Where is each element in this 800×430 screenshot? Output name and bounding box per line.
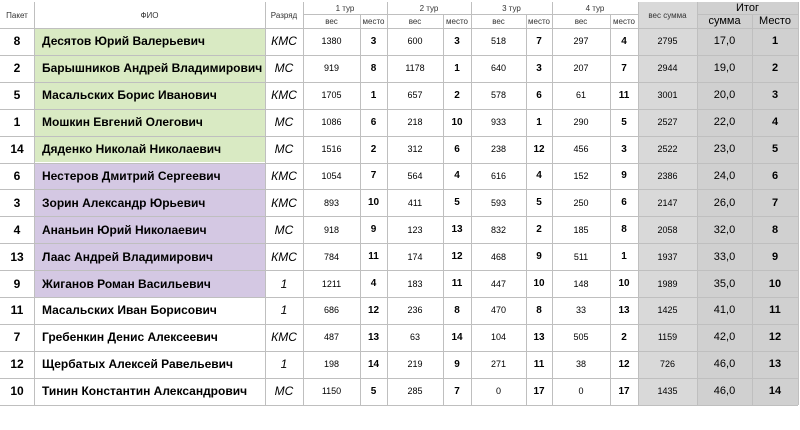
tour3-place-cell: 6 (536, 89, 542, 101)
tour1-place-cell: 10 (367, 197, 380, 209)
tour3-place-cell: 4 (536, 170, 542, 182)
weight-sum-cell: 2058 (657, 224, 678, 235)
tour4-weight-cell: 207 (573, 63, 589, 74)
tour4-weight-cell: 456 (573, 144, 589, 155)
total-sum-cell: 26,0 (713, 196, 736, 209)
fio-cell: Нестеров Дмитрий Сергеевич (42, 168, 221, 183)
total-sum-cell: 42,0 (713, 331, 736, 344)
tour3-place-cell: 13 (533, 331, 545, 343)
tour1-weight-cell: 784 (323, 251, 340, 262)
tour3-weight-cell: 104 (490, 332, 507, 343)
final-place-cell: 2 (771, 62, 779, 75)
fio-cell: Лаас Андрей Владимирович (42, 249, 213, 264)
packet-cell: 8 (13, 34, 21, 49)
header-weight: вес (408, 16, 422, 26)
rank-cell: 1 (280, 357, 288, 372)
rank-cell: 1 (280, 303, 288, 318)
packet-cell: 7 (13, 330, 21, 345)
tour1-place-cell: 5 (370, 385, 377, 397)
tour3-place-cell: 7 (536, 35, 542, 47)
rank-cell: МС (274, 222, 294, 237)
tour3-place-cell: 10 (533, 278, 545, 290)
tour4-weight-cell: 152 (573, 170, 589, 181)
tour1-place-cell: 8 (370, 62, 377, 74)
weight-sum-cell: 726 (659, 359, 676, 370)
tour4-place-cell: 3 (621, 143, 627, 155)
tour2-place-cell: 14 (451, 331, 463, 343)
tour3-place-cell: 3 (536, 62, 542, 74)
tour1-weight-cell: 198 (323, 359, 340, 370)
tour1-weight-cell: 893 (323, 197, 340, 208)
packet-cell: 2 (13, 61, 21, 76)
header-tour-3: 3 тур (502, 3, 521, 13)
header-tour-4: 4 тур (585, 3, 605, 13)
rank-cell: МС (274, 384, 294, 399)
packet-cell: 12 (10, 357, 24, 372)
packet-cell: 10 (10, 384, 24, 399)
header-sum: сумма (708, 15, 741, 27)
packet-cell: 11 (10, 303, 24, 318)
tour4-weight-cell: 185 (573, 224, 589, 235)
header-weight: вес (325, 16, 338, 26)
total-sum-cell: 46,0 (713, 358, 736, 371)
fio-cell: Зорин Александр Юрьевич (42, 195, 206, 210)
weight-sum-cell: 2527 (657, 117, 678, 128)
tour2-place-cell: 5 (454, 197, 460, 209)
tour3-weight-cell: 0 (495, 386, 501, 397)
tour4-place-cell: 1 (621, 251, 627, 263)
rank-cell: МС (274, 115, 294, 130)
final-place-cell: 5 (771, 143, 779, 156)
tour1-place-cell: 3 (370, 35, 377, 47)
tour4-place-cell: 2 (621, 331, 627, 343)
header-weight: вес (492, 16, 505, 26)
weight-sum-cell: 1989 (657, 278, 678, 289)
tour3-weight-cell: 832 (490, 224, 507, 235)
tour2-place-cell: 7 (454, 385, 460, 397)
rank-cell: МС (274, 142, 294, 157)
weight-sum-cell: 2147 (657, 197, 678, 208)
total-sum-cell: 35,0 (713, 277, 736, 290)
packet-cell: 4 (13, 222, 21, 237)
tour3-place-cell: 9 (536, 251, 542, 263)
final-place-cell: 6 (771, 169, 779, 182)
tour3-place-cell: 1 (536, 116, 542, 128)
tour4-place-cell: 13 (618, 304, 630, 316)
tour4-weight-cell: 0 (578, 386, 584, 397)
tour2-weight-cell: 183 (407, 278, 423, 289)
tour1-place-cell: 11 (368, 251, 379, 263)
header-place: место (446, 16, 468, 26)
tour1-weight-cell: 1211 (321, 278, 342, 289)
tour1-weight-cell: 1054 (321, 170, 342, 181)
tour1-weight-cell: 487 (323, 332, 340, 343)
final-place-cell: 1 (771, 35, 779, 48)
tour3-weight-cell: 640 (490, 63, 507, 74)
tour1-place-cell: 14 (367, 358, 380, 370)
rank-cell: 1 (280, 276, 288, 291)
tour2-weight-cell: 218 (407, 117, 423, 128)
tour1-weight-cell: 1516 (321, 144, 342, 155)
rank-cell: КМС (271, 330, 297, 345)
tour2-weight-cell: 285 (407, 386, 423, 397)
fio-cell: Десятов Юрий Валерьевич (42, 34, 206, 49)
tour4-weight-cell: 38 (575, 359, 586, 370)
final-place-cell: 12 (768, 331, 782, 344)
tour4-weight-cell: 61 (575, 90, 586, 101)
header-total: Итог (736, 2, 759, 14)
packet-cell: 1 (13, 115, 21, 130)
tour1-weight-cell: 919 (323, 63, 340, 74)
tour3-weight-cell: 447 (490, 278, 507, 289)
final-place-cell: 9 (771, 250, 779, 263)
tour3-place-cell: 5 (536, 197, 542, 209)
header-weight-sum: вес сумма (648, 10, 687, 20)
packet-cell: 13 (10, 249, 24, 264)
tour4-place-cell: 8 (621, 224, 627, 236)
total-sum-cell: 24,0 (713, 169, 736, 182)
weight-sum-cell: 1435 (657, 386, 678, 397)
rank-cell: МС (274, 61, 294, 76)
tour3-place-cell: 17 (533, 385, 545, 397)
tour3-weight-cell: 578 (490, 90, 507, 101)
fio-cell: Щербатых Алексей Равельевич (42, 357, 233, 372)
tour1-place-cell: 6 (370, 116, 377, 128)
header-tour-2: 2 тур (419, 3, 439, 13)
header-place: место (362, 16, 385, 26)
fio-cell: Мошкин Евгений Олегович (42, 115, 203, 130)
tour2-place-cell: 12 (451, 251, 463, 263)
tour1-place-cell: 9 (370, 224, 377, 236)
tour2-weight-cell: 219 (407, 359, 423, 370)
tour3-weight-cell: 933 (490, 117, 507, 128)
tour1-place-cell: 2 (370, 143, 377, 155)
tour2-place-cell: 1 (454, 62, 460, 74)
tour3-weight-cell: 468 (490, 251, 507, 262)
final-place-cell: 3 (771, 89, 779, 102)
rank-cell: КМС (271, 34, 297, 49)
tour2-weight-cell: 1178 (405, 63, 425, 74)
tour4-weight-cell: 290 (573, 117, 589, 128)
tour2-place-cell: 9 (454, 358, 460, 370)
tour4-place-cell: 9 (621, 170, 627, 182)
fio-cell: Масальских Иван Борисович (42, 303, 217, 318)
total-sum-cell: 46,0 (713, 385, 736, 398)
packet-cell: 6 (13, 168, 21, 183)
tour1-weight-cell: 918 (323, 224, 340, 235)
packet-cell: 5 (13, 88, 21, 103)
fio-cell: Тинин Константин Александрович (42, 384, 248, 399)
tour2-place-cell: 3 (454, 35, 460, 47)
tour3-weight-cell: 616 (490, 170, 507, 181)
total-sum-cell: 23,0 (713, 143, 736, 156)
fio-cell: Гребенкин Денис Алексеевич (42, 330, 218, 345)
tour4-weight-cell: 33 (575, 305, 586, 316)
weight-sum-cell: 2522 (657, 144, 678, 155)
tour3-place-cell: 11 (533, 358, 545, 370)
total-sum-cell: 33,0 (713, 250, 736, 263)
tour2-weight-cell: 312 (407, 144, 423, 155)
tour4-weight-cell: 505 (573, 332, 589, 343)
weight-sum-cell: 1937 (657, 251, 678, 262)
rank-cell: КМС (271, 195, 297, 210)
tour1-place-cell: 4 (370, 278, 377, 290)
header-place: место (528, 16, 550, 26)
fio-cell: Жиганов Роман Васильевич (42, 276, 211, 291)
tour4-place-cell: 12 (618, 358, 630, 370)
tour4-weight-cell: 250 (573, 197, 589, 208)
weight-sum-cell: 1425 (657, 305, 678, 316)
final-place-cell: 8 (771, 223, 779, 236)
tour4-place-cell: 10 (618, 278, 630, 290)
final-place-cell: 4 (771, 116, 779, 129)
packet-cell: 3 (13, 195, 21, 210)
tour2-weight-cell: 657 (407, 90, 423, 101)
tour2-weight-cell: 123 (407, 224, 423, 235)
packet-cell: 14 (10, 142, 24, 157)
tour1-place-cell: 12 (367, 304, 380, 316)
tour3-place-cell: 12 (533, 143, 545, 155)
fio-cell: Барышников Андрей Владимирович (42, 61, 263, 76)
tour2-weight-cell: 63 (409, 332, 420, 343)
tour2-place-cell: 13 (451, 224, 463, 236)
total-sum-cell: 17,0 (713, 35, 736, 48)
tour1-weight-cell: 1705 (321, 90, 342, 101)
header-tour-1: 1 тур (335, 3, 355, 13)
packet-cell: 9 (13, 276, 21, 291)
final-place-cell: 7 (771, 196, 779, 209)
tour1-place-cell: 7 (370, 170, 377, 182)
tour4-place-cell: 4 (621, 35, 627, 47)
tour4-weight-cell: 297 (573, 36, 589, 47)
tour2-place-cell: 10 (451, 116, 463, 128)
tour2-place-cell: 11 (451, 278, 463, 290)
tour4-place-cell: 17 (618, 385, 630, 397)
final-place-cell: 11 (769, 304, 781, 317)
total-sum-cell: 20,0 (713, 89, 736, 102)
tour3-place-cell: 8 (536, 304, 542, 316)
tour1-weight-cell: 686 (323, 305, 340, 316)
weight-sum-cell: 2795 (657, 36, 678, 47)
weight-sum-cell: 2944 (657, 63, 678, 74)
tour4-weight-cell: 148 (573, 278, 589, 289)
tour4-place-cell: 11 (618, 89, 630, 101)
tour1-weight-cell: 1086 (321, 117, 342, 128)
tour3-weight-cell: 470 (490, 305, 507, 316)
tour3-weight-cell: 238 (490, 144, 507, 155)
tour2-place-cell: 4 (454, 170, 460, 182)
fio-cell: Дяденко Николай Николаевич (42, 142, 222, 157)
total-sum-cell: 22,0 (713, 116, 736, 129)
rank-cell: КМС (271, 249, 297, 264)
fio-cell: Ананьин Юрий Николаевич (42, 222, 207, 237)
header-place: место (613, 16, 635, 26)
tour2-weight-cell: 564 (407, 170, 423, 181)
tour2-weight-cell: 236 (407, 305, 423, 316)
header-rank: Разряд (270, 10, 298, 20)
header-packet: Пакет (6, 10, 28, 20)
total-sum-cell: 19,0 (713, 62, 736, 75)
weight-sum-cell: 2386 (657, 170, 678, 181)
tour3-weight-cell: 271 (490, 359, 507, 370)
header-final-place: Место (759, 15, 791, 27)
total-sum-cell: 41,0 (713, 304, 736, 317)
header-fio: ФИО (140, 10, 159, 20)
final-place-cell: 14 (768, 385, 782, 398)
final-place-cell: 13 (768, 358, 782, 371)
weight-sum-cell: 1159 (657, 332, 678, 343)
total-sum-cell: 32,0 (713, 223, 736, 236)
final-place-cell: 10 (768, 277, 782, 290)
tour4-place-cell: 6 (621, 197, 627, 209)
tour2-weight-cell: 411 (407, 197, 423, 208)
header-weight: вес (574, 16, 588, 26)
tour3-weight-cell: 593 (490, 197, 507, 208)
rank-cell: КМС (271, 168, 297, 183)
tour4-weight-cell: 511 (573, 251, 589, 262)
tour3-place-cell: 2 (536, 224, 542, 236)
weight-sum-cell: 3001 (657, 90, 678, 101)
tour2-place-cell: 2 (454, 89, 460, 101)
tour2-place-cell: 6 (454, 143, 460, 155)
rank-cell: КМС (271, 88, 297, 103)
tour2-weight-cell: 600 (407, 36, 423, 47)
tour2-weight-cell: 174 (407, 251, 423, 262)
tour1-place-cell: 1 (370, 89, 377, 101)
tour4-place-cell: 7 (621, 62, 627, 74)
tour4-place-cell: 5 (621, 116, 627, 128)
fio-cell: Масальских Борис Иванович (42, 88, 217, 103)
tour1-weight-cell: 1150 (321, 386, 342, 397)
tour3-weight-cell: 518 (490, 36, 507, 47)
tour2-place-cell: 8 (454, 304, 460, 316)
tour1-place-cell: 13 (367, 331, 380, 343)
tour1-weight-cell: 1380 (321, 36, 342, 47)
